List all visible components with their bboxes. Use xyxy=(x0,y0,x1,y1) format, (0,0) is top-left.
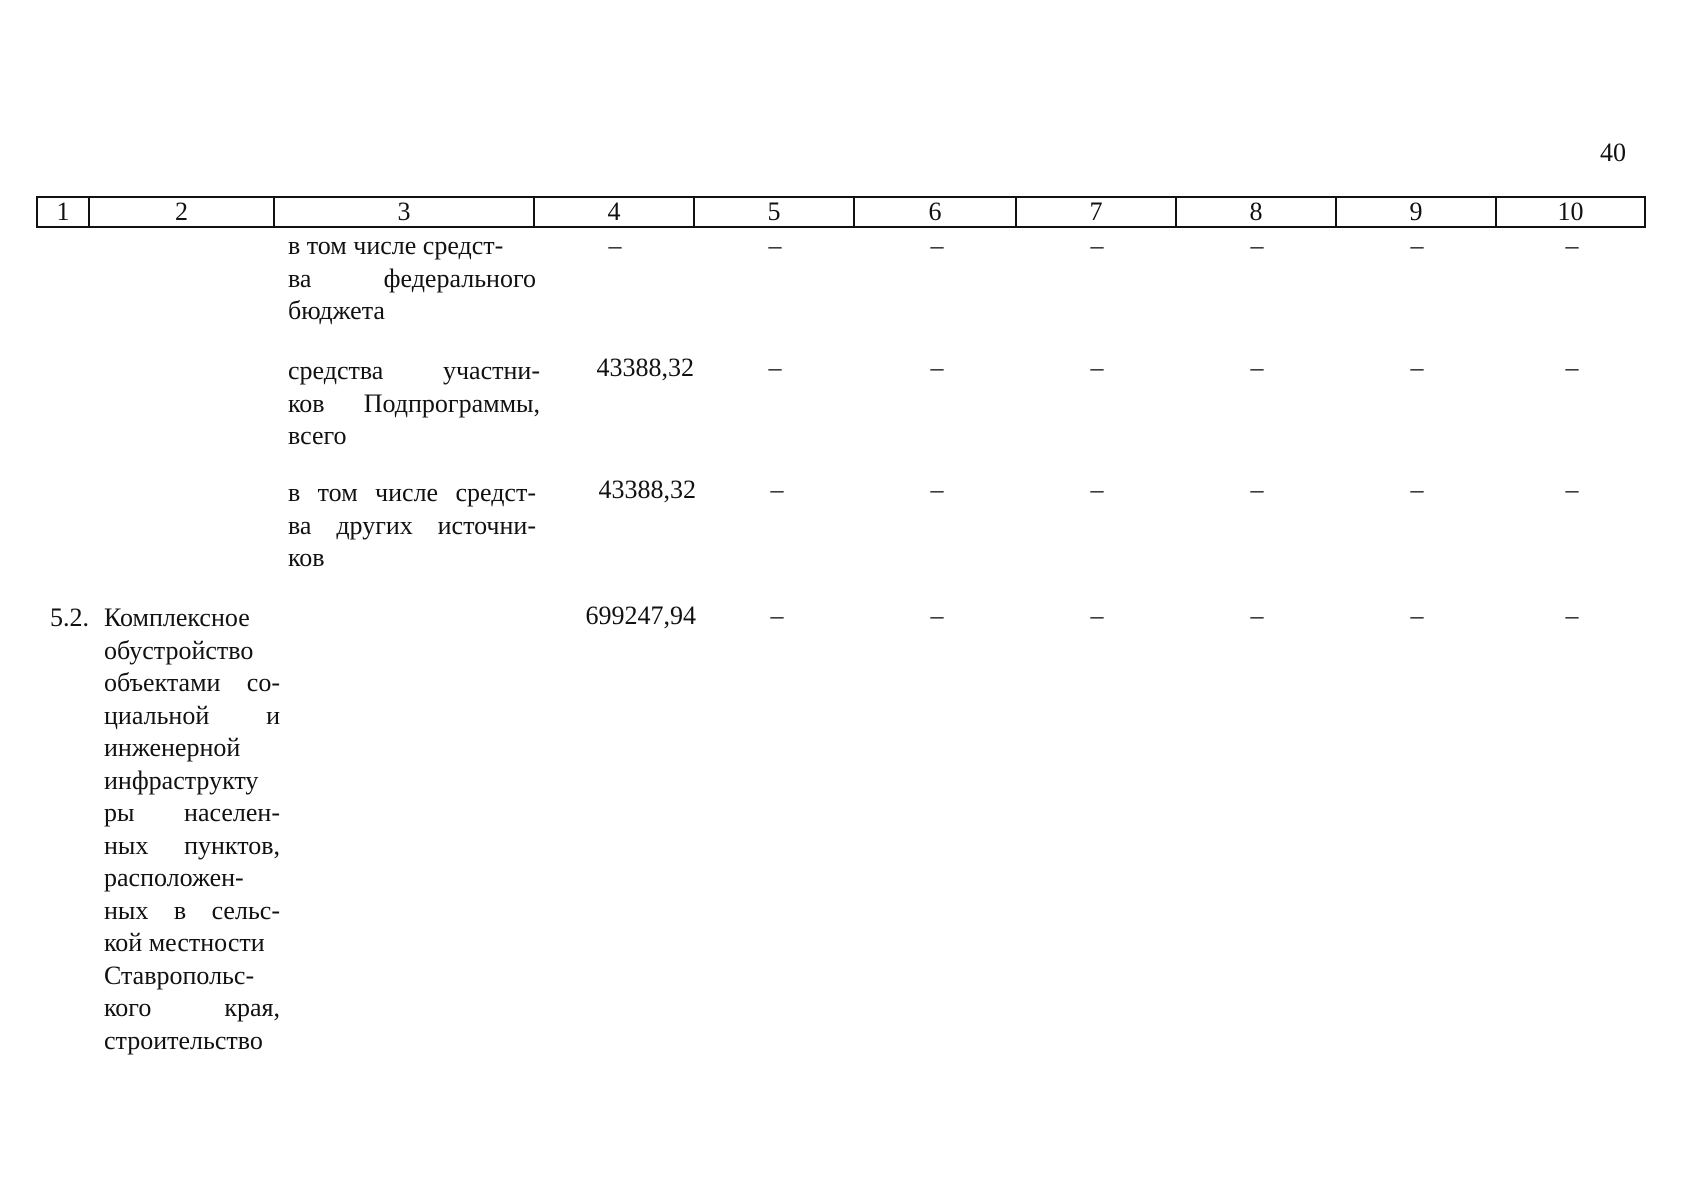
header-col-4: 4 xyxy=(534,197,694,227)
header-col-5: 5 xyxy=(694,197,854,227)
label-line: в том числе средст- xyxy=(288,231,504,260)
page-number: 40 xyxy=(1600,138,1626,167)
row2-col7: – xyxy=(1090,353,1104,382)
row2-col5: – xyxy=(768,353,782,382)
header-col-9: 9 xyxy=(1336,197,1496,227)
title-line: инженерной xyxy=(104,733,241,762)
header-col-1: 1 xyxy=(37,197,89,227)
row3-col4: 43388,32 xyxy=(598,475,696,504)
label-line: ва федерального xyxy=(288,263,536,293)
item-col5: – xyxy=(770,601,784,630)
row3-col5: – xyxy=(770,475,784,504)
row3-col8: – xyxy=(1250,475,1264,504)
label-line: в том числе средст- xyxy=(288,478,536,507)
label-line: бюджета xyxy=(288,296,385,325)
row1-col9: – xyxy=(1410,231,1424,260)
title-line: Комплексное xyxy=(104,603,250,632)
item-col9: – xyxy=(1410,601,1424,630)
item-code: 5.2. xyxy=(50,603,89,632)
label-line: всего xyxy=(288,421,347,450)
row1-col8: – xyxy=(1250,231,1264,260)
row-label-federal-budget xyxy=(288,230,536,328)
row1-col4: – xyxy=(608,231,622,260)
title-line: кого края, xyxy=(104,993,280,1022)
label-line: ва других источни- xyxy=(288,510,536,540)
row-label-participants-total xyxy=(288,355,540,453)
title-line: объектами со- xyxy=(104,668,280,697)
title-line: Ставропольс- xyxy=(104,960,255,990)
title-line: строительство xyxy=(104,1025,263,1055)
label-line: ков Подпрограммы, xyxy=(288,388,540,418)
header-col-7: 7 xyxy=(1016,197,1176,227)
label-line: ков xyxy=(288,543,325,572)
header-col-3: 3 xyxy=(274,197,534,227)
row3-col6: – xyxy=(930,475,944,504)
item-col4: 699247,94 xyxy=(585,601,696,630)
row2-col6: – xyxy=(930,353,944,382)
row1-col5: – xyxy=(768,231,782,260)
row3-col7: – xyxy=(1090,475,1104,504)
row2-col4: 43388,32 xyxy=(596,353,694,382)
row3-col9: – xyxy=(1410,475,1424,504)
column-number-header xyxy=(36,196,1646,228)
header-col-8: 8 xyxy=(1176,197,1336,227)
title-line: ры населен- xyxy=(104,798,280,827)
title-line: ных пунктов, xyxy=(104,830,280,860)
row2-col10: – xyxy=(1565,353,1579,382)
title-line: кой местности xyxy=(104,928,265,957)
header-col-6: 6 xyxy=(854,197,1016,227)
row1-col10: – xyxy=(1565,231,1579,260)
row2-col8: – xyxy=(1250,353,1264,382)
item-title xyxy=(104,602,280,1057)
header-col-10: 10 xyxy=(1496,197,1645,227)
item-col8: – xyxy=(1250,601,1264,630)
header-col-2: 2 xyxy=(89,197,274,227)
row-label-other-sources xyxy=(288,477,536,575)
row2-col9: – xyxy=(1410,353,1424,382)
row1-col7: – xyxy=(1090,231,1104,260)
row1-col6: – xyxy=(930,231,944,260)
title-line: циальной и xyxy=(104,700,280,730)
title-line: ных в сельс- xyxy=(104,895,280,925)
item-col7: – xyxy=(1090,601,1104,630)
row3-col10: – xyxy=(1565,475,1579,504)
title-line: расположен- xyxy=(104,863,244,892)
title-line: инфраструкту xyxy=(104,765,259,795)
item-col6: – xyxy=(930,601,944,630)
label-line: средства участни- xyxy=(288,356,540,385)
title-line: обустройство xyxy=(104,635,254,665)
item-col10: – xyxy=(1565,601,1579,630)
